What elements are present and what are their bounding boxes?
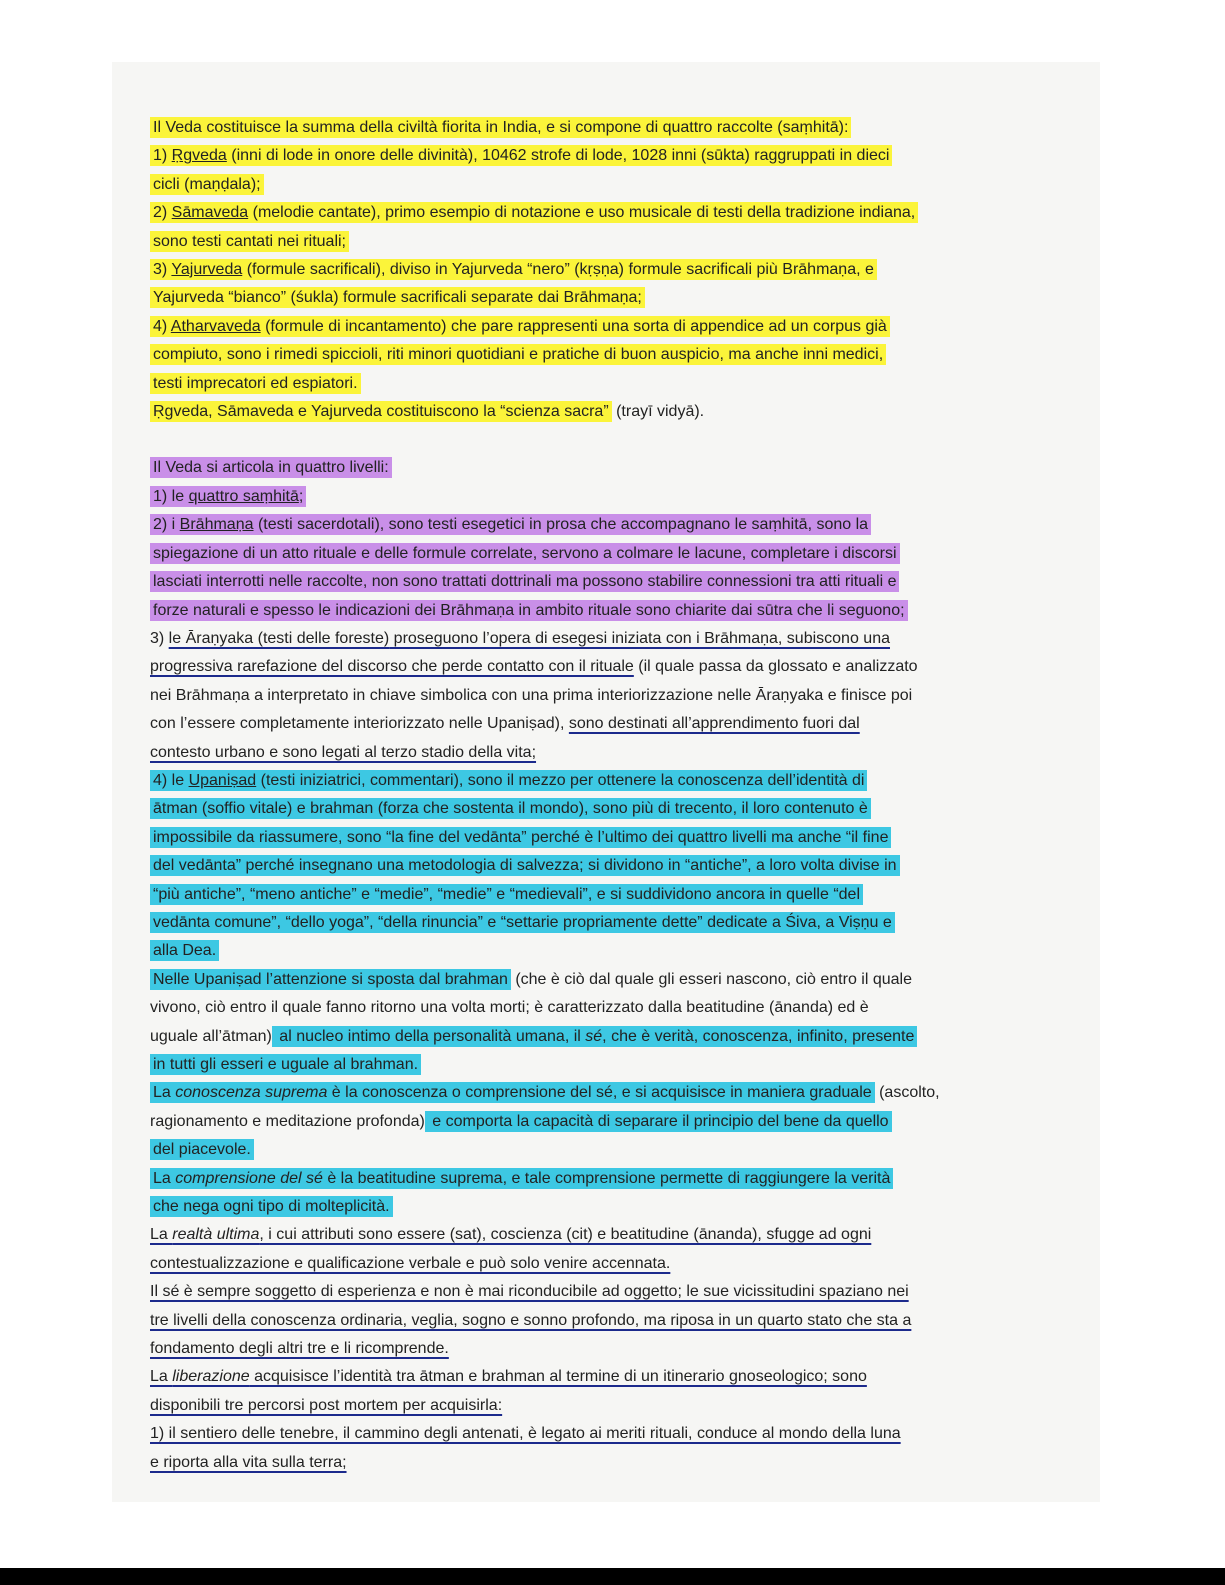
- highlighted-text: “più antiche”, “meno antiche” e “medie”, “medie” e “medievali”, e si suddividono ancora in quelle “del: [150, 884, 863, 905]
- text: acquisisce l’identità tra ātman e brahman al termine di un itinerario gnoseologico; sono: [249, 1368, 867, 1386]
- text-line: [150, 795, 1080, 823]
- term-realta-ultima: realtà ultima: [172, 1226, 260, 1244]
- term-conoscenza-suprema: conoscenza suprema: [175, 1084, 328, 1102]
- term-yajurveda: Yajurveda: [171, 261, 243, 279]
- text-line: [150, 852, 1080, 880]
- text: (inni di lode in onore delle divinità), 10462 strofe di lode, 1028 inni (sūkta) raggruppati in dieci: [226, 147, 890, 165]
- text-line: [150, 1449, 1080, 1477]
- text-line: [150, 1250, 1080, 1278]
- text: 3): [153, 261, 172, 279]
- highlighted-text: che nega ogni tipo di molteplicità.: [150, 1196, 393, 1217]
- text-line: [150, 1193, 1080, 1221]
- text: La: [153, 1169, 176, 1187]
- text-line: [150, 454, 1080, 482]
- text-line: [150, 1278, 1080, 1306]
- highlighted-text: ātman (soffio vitale) e brahman (forza che sostenta il mondo), sono più di trecento, il loro contenuto è: [150, 798, 871, 819]
- text: è la beatitudine suprema, e tale comprensione permette di raggiungere la verità: [322, 1169, 891, 1187]
- highlighted-text: Ṛgveda, Sāmaveda e Yajurveda costituiscono la “scienza sacra”: [150, 401, 612, 422]
- highlighted-text: compiuto, sono i rimedi spiccioli, riti minori quotidiani e pratiche di buon auspicio, ma anche inni medici,: [150, 344, 886, 365]
- text-line: [150, 739, 1080, 767]
- text-line: [150, 228, 1080, 256]
- text-line: [150, 597, 1080, 625]
- text-line: [150, 767, 1080, 795]
- underlined-text: fondamento degli altri tre e li ricomprende.: [150, 1340, 449, 1358]
- highlighted-text: e comporta la capacità di separare il principio del bene da quello: [425, 1111, 892, 1132]
- term-samaveda: Sāmaveda: [171, 204, 249, 222]
- text: (trayī vidyā).: [611, 403, 705, 421]
- text-line: [150, 114, 1080, 142]
- text: La: [150, 1226, 173, 1244]
- text-line: [150, 370, 1080, 398]
- text-line: [150, 1221, 1080, 1249]
- document-body: [150, 114, 1080, 1477]
- text: 4) le: [153, 771, 189, 789]
- text: 2): [153, 204, 172, 222]
- text-line: [150, 625, 1080, 653]
- term-se: sé: [585, 1027, 603, 1045]
- text: , i cui attributi sono essere (sat), coscienza (cit) e beatitudine (ānanda), sfugge ad ogni: [259, 1226, 872, 1244]
- term-samhita: quattro saṃhitā: [188, 487, 299, 505]
- text: (ascolto,: [874, 1084, 940, 1102]
- underlined-text: Il sé è sempre soggetto di esperienza e non è mai riconducibile ad oggetto; le sue vicissitudini spaziano nei: [150, 1283, 909, 1301]
- highlighted-text: Il Veda costituisce la summa della civiltà fiorita in India, e si compone di quattro raccolte (saṃhitā):: [150, 117, 851, 138]
- underlined-text: proseguono l’opera di esegesi iniziata con i Brāhmaṇa, subiscono una: [389, 629, 890, 647]
- text-line: [150, 511, 1080, 539]
- text: (testi sacerdotali), sono testi esegetici in prosa che accompagnano le saṃhitā, sono la: [253, 516, 869, 534]
- highlighted-text: impossibile da riassumere, sono “la fine del vedānta” perché è l’ultimo dei quattro livelli ma anche “il fine: [150, 827, 891, 848]
- text-line: [150, 1392, 1080, 1420]
- underlined-text: 1) il sentiero delle tenebre, il cammino degli antenati, è legato ai meriti rituali, conduce al mondo della luna: [150, 1425, 901, 1443]
- text-line: [150, 199, 1080, 227]
- text-line: [150, 1051, 1080, 1079]
- highlighted-text: lasciati interrotti nelle raccolte, non sono trattati dottrinali ma possono stabilire connessioni tra atti rituali e: [150, 571, 899, 592]
- text: La: [150, 1368, 173, 1386]
- term-atharvaveda: Atharvaveda: [170, 317, 261, 335]
- highlighted-text: testi imprecatori ed espiatori.: [150, 373, 361, 394]
- bottom-border: [0, 1568, 1225, 1585]
- text-line: [150, 256, 1080, 284]
- text: (formule sacrificali), diviso in Yajurveda “nero” (kṛṣṇa) formule sacrificali più Brāhmaṇa, e: [242, 261, 874, 279]
- text: ragionamento e meditazione profonda): [150, 1112, 425, 1130]
- text: nei Brāhmaṇa a interpretato in chiave simbolica con una prima interiorizzazione nelle Āraṇyaka e finisce poi: [150, 686, 913, 704]
- highlighted-text: sono testi cantati nei rituali;: [150, 231, 349, 252]
- term-aranyaka: le Āraṇyaka (testi delle foreste): [168, 629, 390, 647]
- highlighted-text: spiegazione di un atto rituale e delle formule correlate, servono a colmare le lacune, completare i discorsi: [150, 543, 900, 564]
- underlined-text: contesto urbano e sono legati al terzo stadio della vita;: [150, 743, 537, 761]
- text-line: [150, 1335, 1080, 1363]
- highlighted-text: Il Veda si articola in quattro livelli:: [150, 457, 392, 478]
- term-brahmana: Brāhmaṇa: [179, 516, 254, 534]
- text-line: [150, 1420, 1080, 1448]
- text: con l’essere completamente interiorizzato nelle Upaniṣad),: [150, 715, 569, 733]
- highlighted-text: del piacevole.: [150, 1139, 254, 1160]
- highlighted-text: alla Dea.: [150, 940, 219, 961]
- text-line: [150, 313, 1080, 341]
- text: (melodie cantate), primo esempio di notazione e uso musicale di testi della tradizione indiana,: [248, 204, 916, 222]
- text: , che è verità, conoscenza, infinito, presente: [602, 1027, 915, 1045]
- text: (testi iniziatrici, commentari), sono il mezzo per ottenere la conoscenza dell’identità di: [256, 771, 865, 789]
- text: ;: [298, 487, 304, 505]
- highlighted-text: Nelle Upaniṣad l’attenzione si sposta dal brahman: [150, 969, 511, 990]
- text: 1): [153, 147, 172, 165]
- text-line: [150, 142, 1080, 170]
- highlighted-text: del vedānta” perché insegnano una metodologia di salvezza; si dividono in “antiche”, a loro volta divise in: [150, 855, 900, 876]
- text-line: [150, 1165, 1080, 1193]
- text-line: [150, 398, 1080, 426]
- text-line: [150, 966, 1080, 994]
- text-line: [150, 1108, 1080, 1136]
- text-line: [150, 1307, 1080, 1335]
- text: 3): [150, 629, 169, 647]
- text: La: [153, 1084, 176, 1102]
- highlighted-text: cicli (maṇḍala);: [150, 174, 264, 195]
- highlighted-text: vedānta comune”, “dello yoga”, “della rinuncia” e “settarie propriamente dette” dedicate a Śiva, a Viṣṇu e: [150, 912, 895, 933]
- text: uguale all’ātman): [150, 1027, 272, 1045]
- term-rgveda: Ṛgveda: [171, 147, 227, 165]
- highlighted-text: forze naturali e spesso le indicazioni dei Brāhmaṇa in ambito rituale sono chiarite dai sūtra che li seguono;: [150, 600, 908, 621]
- text: 4): [153, 317, 171, 335]
- text-line: [150, 909, 1080, 937]
- term-liberazione: liberazione: [172, 1368, 250, 1386]
- underlined-text: contestualizzazione e qualificazione verbale e può solo venire accennata.: [150, 1254, 671, 1272]
- text-line: [150, 1136, 1080, 1164]
- highlighted-text: Yajurveda “bianco” (śukla) formule sacrificali separate dai Brāhmaṇa;: [150, 287, 645, 308]
- text-line: [150, 881, 1080, 909]
- underlined-text: e riporta alla vita sulla terra;: [150, 1453, 347, 1471]
- underlined-text: tre livelli della conoscenza ordinaria, veglia, sogno e sonno profondo, ma riposa in un quarto stato che sta a: [150, 1311, 912, 1329]
- text-line: [150, 682, 1080, 710]
- text-line: [150, 483, 1080, 511]
- text: 1) le: [153, 487, 189, 505]
- text-line: [150, 937, 1080, 965]
- term-upanisad: Upaniṣad: [188, 771, 257, 789]
- text: 2) i: [153, 516, 180, 534]
- text-line: [150, 653, 1080, 681]
- underlined-text: disponibili tre percorsi post mortem per acquisirla:: [150, 1396, 503, 1414]
- text-line: [150, 341, 1080, 369]
- underlined-text: sono destinati all’apprendimento fuori dal: [568, 715, 860, 733]
- underlined-text: progressiva rarefazione del discorso che perde contatto con il rituale: [150, 658, 634, 676]
- text-line: [150, 710, 1080, 738]
- highlighted-text: in tutti gli esseri e uguale al brahman.: [150, 1054, 421, 1075]
- text: al nucleo intimo della personalità umana, il: [274, 1027, 586, 1045]
- text-line: [150, 1023, 1080, 1051]
- text: (il quale passa da glossato e analizzato: [633, 658, 918, 676]
- term-comprensione-del-se: comprensione del sé: [175, 1169, 323, 1187]
- text-line: [150, 1079, 1080, 1107]
- text-line: [150, 540, 1080, 568]
- text: (formule di incantamento) che pare rappresenti una sorta di appendice ad un corpus già: [260, 317, 887, 335]
- text-line: [150, 1363, 1080, 1391]
- text-line: [150, 824, 1080, 852]
- text-line: [150, 171, 1080, 199]
- text-line: [150, 284, 1080, 312]
- text: è la conoscenza o comprensione del sé, e si acquisisce in maniera graduale: [327, 1084, 872, 1102]
- text-line: [150, 568, 1080, 596]
- text: vivono, ciò entro il quale fanno ritorno una volta morti; è caratterizzato dalla beatitudine (ānanda) ed è: [150, 999, 869, 1017]
- text-line: [150, 994, 1080, 1022]
- text: (che è ciò dal quale gli esseri nascono, ciò entro il quale: [510, 970, 912, 988]
